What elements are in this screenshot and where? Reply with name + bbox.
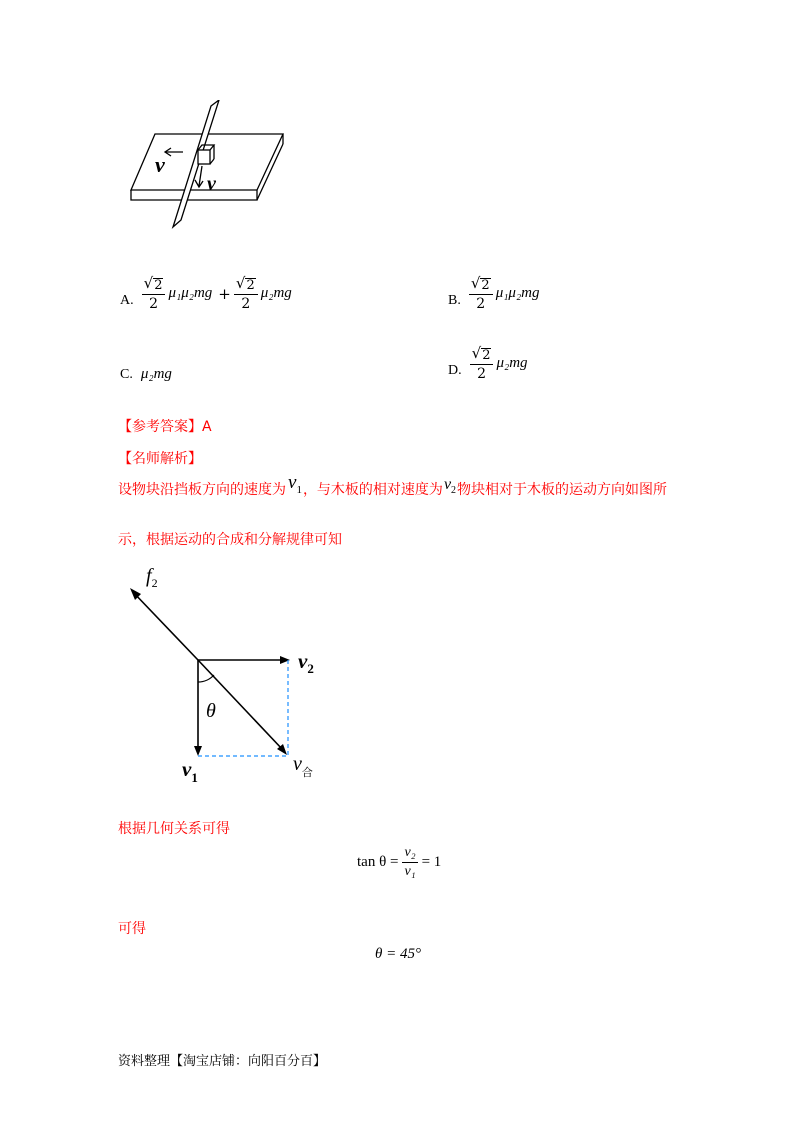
v2-label: $v_2$ — [298, 649, 314, 676]
option-b-num: 2 — [481, 278, 490, 293]
option-d-num: 2 — [482, 348, 491, 363]
equation-theta: θ = 45° — [375, 946, 421, 962]
analysis-line1 — [118, 472, 668, 502]
geometry-text: 根据几何关系可得 — [118, 821, 230, 837]
f2-label: $f_2$ — [146, 565, 158, 590]
option-b-den: 2 — [476, 296, 486, 312]
analysis-v1-sub: 1 — [296, 483, 302, 496]
kede-text: 可得 — [118, 921, 146, 937]
option-a: A. √ 2 2 μ₁μ₂mg + √ 2 2 μ₂mg — [120, 274, 292, 312]
option-d-den: 2 — [477, 366, 486, 382]
equation-tan — [357, 846, 441, 879]
board-side-right — [257, 144, 283, 200]
option-a-num2: 2 — [246, 278, 255, 293]
f2-arrow — [132, 591, 198, 660]
eq1-rhs: = 1 — [421, 854, 442, 870]
option-c — [120, 352, 172, 383]
option-a-term2: μ₂mg — [260, 285, 292, 301]
option-a-term1: μ₁μ₂mg — [168, 285, 213, 301]
analysis-heading: 【名师解析】 — [118, 451, 202, 467]
option-d-term: μ₂mg — [496, 355, 528, 371]
eq1-lhs: tan θ = — [357, 854, 399, 870]
footer-text: 资料整理【淘宝店铺：向阳百分百】 — [118, 1054, 327, 1069]
v1-label: $v_1$ — [182, 757, 198, 785]
answer-text: 【参考答案】A — [118, 419, 212, 435]
analysis-v2: v — [443, 476, 452, 493]
option-b: B. √ 2 2 μ₁μ₂mg — [448, 274, 540, 312]
option-a-den2: 2 — [241, 296, 251, 312]
option-a-plus: + — [218, 284, 231, 303]
option-a-num1: 2 — [154, 278, 163, 293]
v-left-label: v — [155, 152, 165, 177]
analysis-v2-sub: 2 — [451, 485, 457, 497]
option-c-label: C. — [120, 366, 133, 382]
board-figure — [125, 100, 290, 230]
option-c-term: μ₂mg — [140, 366, 172, 382]
eq1-den: v₁ — [404, 864, 416, 879]
analysis-line2: 示，根据运动的合成和分解规律可知 — [118, 532, 342, 548]
option-b-term: μ₁μ₂mg — [495, 285, 540, 301]
theta-label: θ — [206, 700, 216, 722]
option-a-den1: 2 — [149, 296, 158, 312]
velocity-diagram — [120, 560, 350, 790]
v-down-label: v — [207, 173, 216, 195]
eq1-num: v₂ — [402, 846, 417, 863]
analysis-v1: v — [288, 472, 297, 493]
analysis-para-c: 物块相对于木板的运动方向如图所 — [457, 482, 668, 498]
block — [198, 150, 210, 164]
option-b-label: B. — [448, 292, 461, 308]
barrier — [173, 100, 219, 227]
analysis-para-a: 设物块沿挡板方向的速度为 — [118, 482, 286, 498]
analysis-para-b: ，与木板的相对速度为 — [302, 482, 443, 498]
option-a-label: A. — [120, 292, 134, 308]
theta-arc — [198, 675, 214, 682]
option-d-label: D. — [448, 362, 462, 378]
board-side — [131, 190, 257, 200]
option-d: D. √ 2 2 μ₂mg — [448, 344, 528, 382]
v-resultant-label: $v_合$ — [293, 753, 313, 779]
